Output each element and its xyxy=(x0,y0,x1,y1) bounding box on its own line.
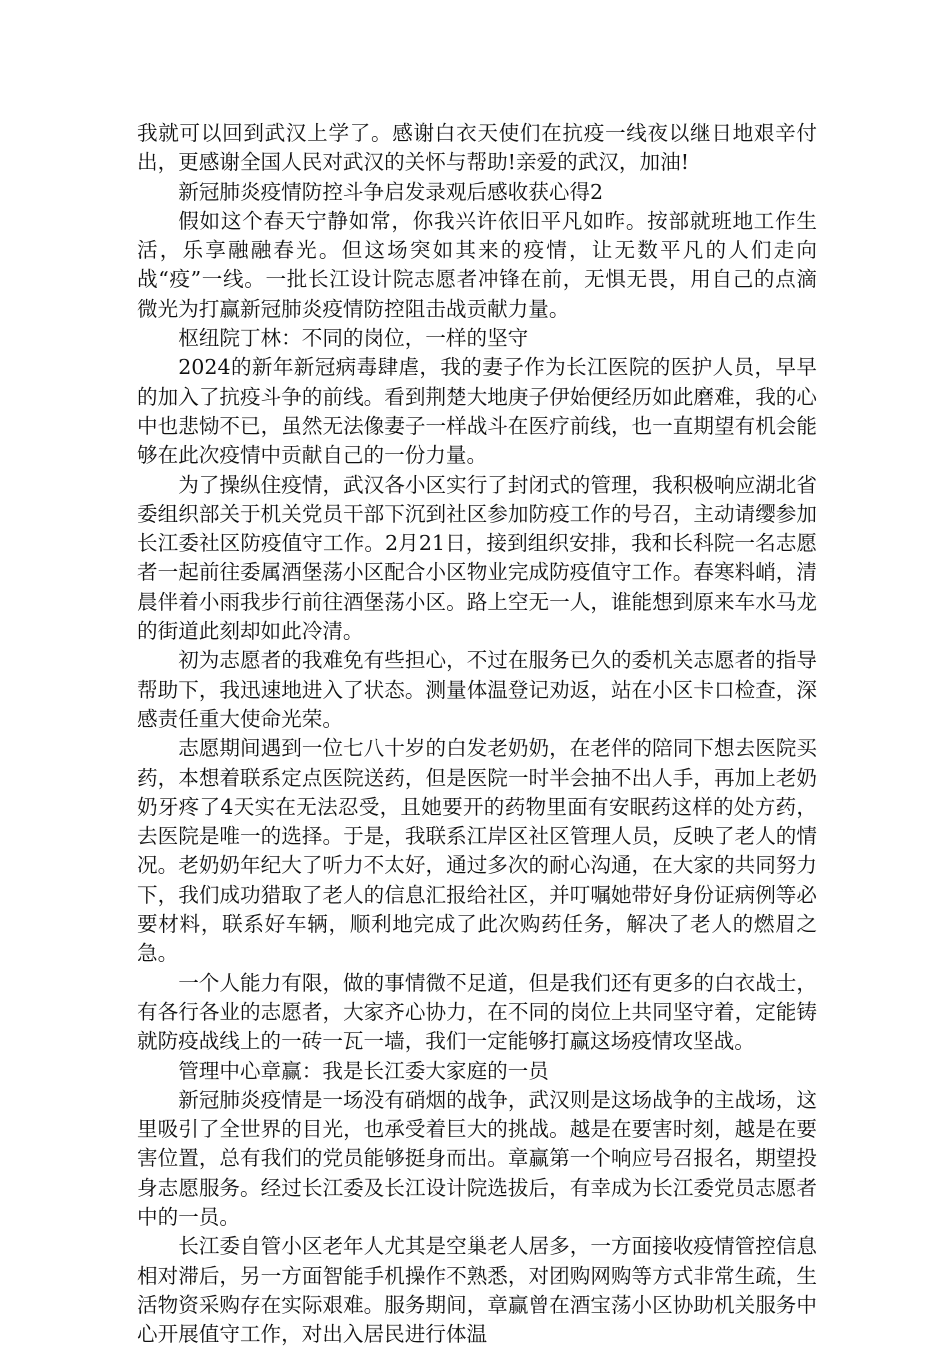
paragraph-5: 2024的新年新冠病毒肆虐，我的妻子作为长江医院的医护人员，早早的加入了抗疫斗争的前线。看到荆楚大地庚子伊始便经历如此磨难，我的心中也悲恸不已，虽然无法像妻子一样战斗在医疗前线，也一直期望有机会能够在此次疫情中贡献自己的一份力量。 xyxy=(137,355,817,468)
paragraph-12: 长江委自管小区老年人尤其是空巢老人居多，一方面接收疫情管控信息相对滞后，另一方面智能手机操作不熟悉，对团购网购等方式非常生疏，生活物资采购存在实际艰难。服务期间，章赢曾在酒宝荡小区协助机关服务中心开展值守工作，对出入居民进行体温 xyxy=(137,1234,817,1347)
paragraph-7: 初为志愿者的我难免有些担心，不过在服务已久的委机关志愿者的指导帮助下，我迅速地进入了状态。测量体温登记劝返，站在小区卡口检查，深感责任重大使命光荣。 xyxy=(137,648,817,731)
paragraph-9: 一个人能力有限，做的事情微不足道，但是我们还有更多的白衣战士，有各行各业的志愿者，大家齐心协力，在不同的岗位上共同坚守着，定能铸就防疫战线上的一砖一瓦一墙，我们一定能够打赢这场疫情攻坚战。 xyxy=(137,970,817,1054)
paragraph-1: 我就可以回到武汉上学了。感谢白衣天使们在抗疫一线夜以继日地艰辛付出，更感谢全国人民对武汉的关怀与帮助!亲爱的武汉，加油! xyxy=(137,121,817,175)
section-heading-4: 枢纽院丁林：不同的岗位，一样的坚守 xyxy=(178,326,529,351)
paragraph-6: 为了操纵住疫情，武汉各小区实行了封闭式的管理，我积极响应湖北省委组织部关于机关党员干部下沉到社区参加防疫工作的号召，主动请缨参加长江委社区防疫值守工作。2月21日，接到组织安排，我和长科院一名志愿者一起前往委属酒堡荡小区配合小区物业完成防疫值守工作。春寒料峭，清晨伴着小雨我步行前往酒堡荡小区。路上空无一人，谁能想到原来车水马龙的街道此刻却如此冷清。 xyxy=(137,472,817,644)
document-body xyxy=(137,119,817,1349)
section-heading-10: 管理中心章赢：我是长江委大家庭的一员 xyxy=(178,1058,549,1083)
paragraph-11: 新冠肺炎疫情是一场没有硝烟的战争，武汉则是这场战争的主战场，这里吸引了全世界的目光，也承受着巨大的挑战。越是在要害时刻，越是在要害位置，总有我们的党员能够挺身而出。章赢第一个响应号召报名，期望投身志愿服务。经过长江委及长江设计院选拔后，有幸成为长江委党员志愿者中的一员。 xyxy=(137,1087,817,1229)
section-heading-2: 新冠肺炎疫情防控斗争启发录观后感收获心得2 xyxy=(178,179,604,204)
paragraph-3: 假如这个春天宁静如常，你我兴许依旧平凡如昨。按部就班地工作生活，乐享融融春光。但这场突如其来的疫情，让无数平凡的人们走向战“疫”一线。一批长江设计院志愿者冲锋在前，无惧无畏，用自己的点滴微光为打赢新冠肺炎疫情防控阻击战贡献力量。 xyxy=(137,208,817,321)
paragraph-8: 志愿期间遇到一位七八十岁的白发老奶奶，在老伴的陪同下想去医院买药，本想着联系定点医院送药，但是医院一时半会抽不出人手，再加上老奶奶牙疼了4天实在无法忍受，且她要开的药物里面有安眠药这样的处方药，去医院是唯一的选择。于是，我联系江岸区社区管理人员，反映了老人的情况。老奶奶年纪大了听力不太好，通过多次的耐心沟通，在大家的共同努力下，我们成功猎取了老人的信息汇报给社区，并叮嘱她带好身份证病例等必要材料，联系好车辆，顺利地完成了此次购药任务，解决了老人的燃眉之急。 xyxy=(137,736,817,966)
